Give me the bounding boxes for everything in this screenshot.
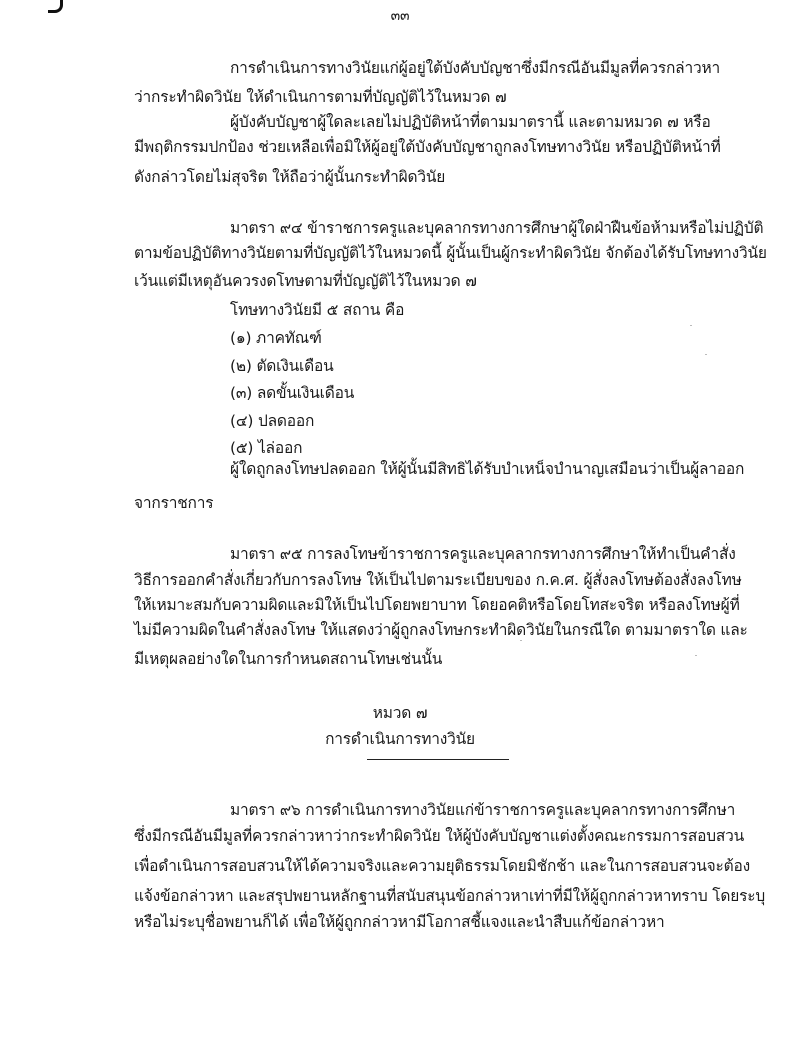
paragraph-line: ผู้ใดถูกลงโทษปลดออก ให้ผู้นั้นมีสิทธิได้รับบำเหน็จบำนาญเสมือนว่าเป็นผู้ลาออก <box>230 460 745 478</box>
section-96-line: แจ้งข้อกล่าวหา และสรุปพยานหลักฐานที่สนับสนุนข้อกล่าวหาเท่าที่มีให้ผู้ถูกกล่าวหาทราบ โดยระบุ <box>134 887 766 905</box>
section-95-line: วิธีการออกคำสั่งเกี่ยวกับการลงโทษ ให้เป็นไปตามระเบียบของ ก.ค.ศ. ผู้สั่งลงโทษต้องสั่งลงโทษ <box>134 571 742 589</box>
section-95-line: ไม่มีความผิดในคำสั่งลงโทษ ให้แสดงว่าผู้ถูกลงโทษกระทำผิดวินัยในกรณีใด ตามมาตราใด และ <box>134 621 748 639</box>
paragraph-line: ผู้บังคับบัญชาผู้ใดละเลยไม่ปฏิบัติหน้าที่ตามมาตรานี้ และตามหมวด ๗ หรือ <box>230 113 711 131</box>
penalty-item: (๒) ตัดเงินเดือน <box>230 357 334 375</box>
section-96-line: เพื่อดำเนินการสอบสวนให้ได้ความจริงและความยุติธรรมโดยมิชักช้า และในการสอบสวนจะต้อง <box>134 857 751 875</box>
scan-speck <box>690 325 692 326</box>
penalty-item: (๔) ปลดออก <box>230 412 315 430</box>
scan-speck <box>520 640 522 641</box>
scan-speck <box>695 655 697 656</box>
section-96-line: มาตรา ๙๖ การดำเนินการทางวินัยแก่ข้าราชการครูและบุคลากรทางการศึกษา <box>230 801 736 819</box>
page-number: ๓๓ <box>390 8 410 24</box>
section-94-line: ตามข้อปฏิบัติทางวินัยตามที่บัญญัติไว้ในหมวดนี้ ผู้นั้นเป็นผู้กระทำผิดวินัย จักต้องได้รับโทษทางวินัย <box>134 244 767 262</box>
paragraph-line: จากราชการ <box>134 494 214 512</box>
penalty-heading: โทษทางวินัยมี ๕ สถาน คือ <box>230 301 405 319</box>
section-95-line: มาตรา ๙๕ การลงโทษข้าราชการครูและบุคลากรทางการศึกษาให้ทำเป็นคำสั่ง <box>230 545 736 563</box>
penalty-item: (๕) ไล่ออก <box>230 439 303 457</box>
penalty-item: (๓) ลดขั้นเงินเดือน <box>230 384 355 402</box>
heading-divider <box>367 759 509 760</box>
section-96-line: หรือไม่ระบุชื่อพยานก็ได้ เพื่อให้ผู้ถูกกล่าวหามีโอกาสชี้แจงและนำสืบแก้ข้อกล่าวหา <box>134 913 665 931</box>
chapter-heading: หมวด ๗ <box>372 704 428 722</box>
paragraph-line: มีพฤติกรรมปกป้อง ช่วยเหลือเพื่อมิให้ผู้อยู่ใต้บังคับบัญชาถูกลงโทษทางวินัย หรือปฏิบัติหน้าที่ <box>134 138 721 156</box>
paragraph-line: ว่ากระทำผิดวินัย ให้ดำเนินการตามที่บัญญัติไว้ในหมวด ๗ <box>134 88 507 106</box>
chapter-title: การดำเนินการทางวินัย <box>325 730 475 748</box>
paragraph-line: การดำเนินการทางวินัยแก่ผู้อยู่ใต้บังคับบัญชาซึ่งมีกรณีอันมีมูลที่ควรกล่าวหา <box>230 59 720 77</box>
section-94-line: มาตรา ๙๔ ข้าราชการครูและบุคลากรทางการศึกษาผู้ใดฝ่าฝืนข้อห้ามหรือไม่ปฏิบัติ <box>230 219 764 237</box>
section-96-line: ซึ่งมีกรณีอันมีมูลที่ควรกล่าวหาว่ากระทำผิดวินัย ให้ผู้บังคับบัญชาแต่งตั้งคณะกรรมการสอบสวน <box>134 827 744 845</box>
section-95-line: ให้เหมาะสมกับความผิดและมิให้เป็นไปโดยพยาบาท โดยอคติหรือโดยโทสะจริต หรือลงโทษผู้ที่ <box>134 596 740 614</box>
penalty-item: (๑) ภาคทัณฑ์ <box>230 329 322 347</box>
scan-speck <box>705 354 707 355</box>
paragraph-line: ดังกล่าวโดยไม่สุจริต ให้ถือว่าผู้นั้นกระทำผิดวินัย <box>134 168 446 186</box>
section-95-line: มีเหตุผลอย่างใดในการกำหนดสถานโทษเช่นนั้น <box>134 650 443 668</box>
section-94-line: เว้นแต่มีเหตุอันควรงดโทษตามที่บัญญัติไว้ในหมวด ๗ <box>134 272 477 290</box>
